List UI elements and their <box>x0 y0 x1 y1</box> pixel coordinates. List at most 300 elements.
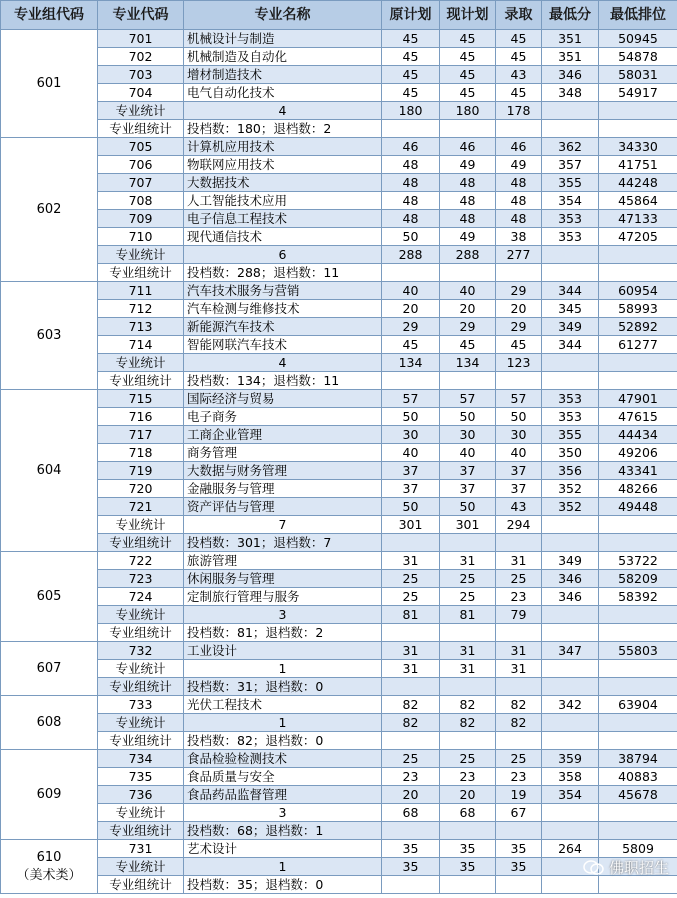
group-code-cell <box>1 390 98 552</box>
empty-cell <box>440 624 496 642</box>
original-plan: 46 <box>382 138 440 156</box>
current-plan: 45 <box>440 84 496 102</box>
group-code: 608 <box>36 714 62 730</box>
original-plan: 25 <box>382 588 440 606</box>
major-code: 733 <box>98 696 184 714</box>
table-row <box>1 480 677 498</box>
min-score: 352 <box>542 480 599 498</box>
empty-cell <box>599 120 677 138</box>
admitted: 50 <box>496 408 542 426</box>
empty-cell <box>440 822 496 840</box>
current-plan-total: 301 <box>440 516 496 534</box>
empty-cell <box>440 372 496 390</box>
original-plan: 45 <box>382 48 440 66</box>
empty-cell <box>382 876 440 894</box>
major-code: 710 <box>98 228 184 246</box>
major-stat-label: 专业统计 <box>98 606 184 624</box>
group-code-cell <box>1 750 98 840</box>
min-rank: 47133 <box>599 210 677 228</box>
group-code-cell <box>1 282 98 390</box>
original-plan: 37 <box>382 462 440 480</box>
min-rank: 47615 <box>599 408 677 426</box>
table-row <box>1 768 677 786</box>
original-plan-total: 81 <box>382 606 440 624</box>
min-rank: 40883 <box>599 768 677 786</box>
original-plan-total: 31 <box>382 660 440 678</box>
admitted: 48 <box>496 174 542 192</box>
admitted: 19 <box>496 786 542 804</box>
watermark-text: 佛职招生 <box>608 859 669 877</box>
admitted: 45 <box>496 336 542 354</box>
major-stat-row <box>1 102 677 120</box>
min-rank: 41751 <box>599 156 677 174</box>
min-score: 355 <box>542 174 599 192</box>
empty-cell <box>599 264 677 282</box>
min-score: 353 <box>542 210 599 228</box>
min-score: 348 <box>542 84 599 102</box>
group-stat-summary: 投档数：288；退档数：11 <box>184 264 382 282</box>
min-score: 354 <box>542 786 599 804</box>
admitted-total: 67 <box>496 804 542 822</box>
current-plan: 48 <box>440 210 496 228</box>
current-plan-total: 288 <box>440 246 496 264</box>
table-row <box>1 282 677 300</box>
original-plan: 25 <box>382 570 440 588</box>
original-plan: 31 <box>382 642 440 660</box>
min-score: 344 <box>542 282 599 300</box>
empty-cell <box>599 876 677 894</box>
empty-cell <box>496 120 542 138</box>
major-name: 工业设计 <box>184 642 382 660</box>
min-score: 357 <box>542 156 599 174</box>
group-code-cell <box>1 840 98 894</box>
original-plan-total: 35 <box>382 858 440 876</box>
major-name: 汽车技术服务与营销 <box>184 282 382 300</box>
original-plan-total: 288 <box>382 246 440 264</box>
major-code: 707 <box>98 174 184 192</box>
table-row <box>1 336 677 354</box>
group-stat-row <box>1 876 677 894</box>
empty-cell <box>599 678 677 696</box>
current-plan: 40 <box>440 282 496 300</box>
major-name: 物联网应用技术 <box>184 156 382 174</box>
current-plan: 20 <box>440 300 496 318</box>
min-score: 346 <box>542 588 599 606</box>
major-code: 702 <box>98 48 184 66</box>
original-plan: 57 <box>382 390 440 408</box>
major-stat-row <box>1 246 677 264</box>
original-plan: 20 <box>382 300 440 318</box>
current-plan: 37 <box>440 480 496 498</box>
empty-cell <box>542 120 599 138</box>
major-code: 703 <box>98 66 184 84</box>
major-name: 定制旅行管理与服务 <box>184 588 382 606</box>
major-stat-row <box>1 606 677 624</box>
original-plan: 48 <box>382 174 440 192</box>
min-score: 352 <box>542 498 599 516</box>
current-plan: 46 <box>440 138 496 156</box>
table-row <box>1 210 677 228</box>
original-plan: 50 <box>382 228 440 246</box>
major-name: 增材制造技术 <box>184 66 382 84</box>
min-rank: 45678 <box>599 786 677 804</box>
min-score: 353 <box>542 228 599 246</box>
original-plan: 40 <box>382 444 440 462</box>
empty-cell <box>542 102 599 120</box>
group-code: 605 <box>36 588 62 604</box>
major-stat-row <box>1 858 677 876</box>
group-code-cell <box>1 552 98 642</box>
admitted-total: 123 <box>496 354 542 372</box>
table-row <box>1 84 677 102</box>
original-plan: 50 <box>382 498 440 516</box>
original-plan: 25 <box>382 750 440 768</box>
min-rank: 63904 <box>599 696 677 714</box>
original-plan: 82 <box>382 696 440 714</box>
column-header: 专业名称 <box>184 1 382 30</box>
column-header: 原计划 <box>382 1 440 30</box>
empty-cell <box>496 624 542 642</box>
current-plan-total: 35 <box>440 858 496 876</box>
min-score: 353 <box>542 408 599 426</box>
original-plan: 48 <box>382 156 440 174</box>
major-count: 1 <box>184 714 382 732</box>
table-row <box>1 642 677 660</box>
major-code: 720 <box>98 480 184 498</box>
min-rank: 52892 <box>599 318 677 336</box>
admitted: 37 <box>496 462 542 480</box>
major-code: 715 <box>98 390 184 408</box>
table-row <box>1 228 677 246</box>
major-code: 714 <box>98 336 184 354</box>
empty-cell <box>496 732 542 750</box>
group-code: 604 <box>36 462 62 478</box>
admitted-total: 178 <box>496 102 542 120</box>
major-name: 现代通信技术 <box>184 228 382 246</box>
major-name: 电子商务 <box>184 408 382 426</box>
original-plan-total: 68 <box>382 804 440 822</box>
current-plan: 48 <box>440 192 496 210</box>
min-rank: 58209 <box>599 570 677 588</box>
group-stat-summary: 投档数：301；退档数：7 <box>184 534 382 552</box>
min-score: 347 <box>542 642 599 660</box>
major-code: 736 <box>98 786 184 804</box>
min-rank: 44434 <box>599 426 677 444</box>
table-row <box>1 174 677 192</box>
major-name: 机械设计与制造 <box>184 30 382 48</box>
group-stat-row <box>1 624 677 642</box>
min-score: 349 <box>542 552 599 570</box>
major-code: 721 <box>98 498 184 516</box>
major-name: 电气自动化技术 <box>184 84 382 102</box>
min-rank: 54878 <box>599 48 677 66</box>
min-rank: 60954 <box>599 282 677 300</box>
empty-cell <box>382 534 440 552</box>
current-plan: 57 <box>440 390 496 408</box>
min-rank: 45864 <box>599 192 677 210</box>
admitted: 23 <box>496 588 542 606</box>
min-score: 350 <box>542 444 599 462</box>
major-stat-label: 专业统计 <box>98 660 184 678</box>
group-code: 607 <box>36 660 62 676</box>
original-plan: 31 <box>382 552 440 570</box>
admitted: 29 <box>496 282 542 300</box>
admitted: 37 <box>496 480 542 498</box>
current-plan: 30 <box>440 426 496 444</box>
empty-cell <box>496 534 542 552</box>
current-plan: 40 <box>440 444 496 462</box>
original-plan-total: 180 <box>382 102 440 120</box>
column-header: 专业组代码 <box>1 1 98 30</box>
group-stat-label: 专业组统计 <box>98 120 184 138</box>
major-name: 食品药品监督管理 <box>184 786 382 804</box>
current-plan-total: 134 <box>440 354 496 372</box>
group-stat-summary: 投档数：68；退档数：1 <box>184 822 382 840</box>
major-name: 艺术设计 <box>184 840 382 858</box>
min-rank: 50945 <box>599 30 677 48</box>
empty-cell <box>382 624 440 642</box>
min-rank: 5809 <box>599 840 677 858</box>
empty-cell <box>542 660 599 678</box>
admitted-total: 294 <box>496 516 542 534</box>
header-row <box>1 1 677 30</box>
major-stat-row <box>1 354 677 372</box>
current-plan: 25 <box>440 588 496 606</box>
group-stat-label: 专业组统计 <box>98 822 184 840</box>
min-score: 356 <box>542 462 599 480</box>
admitted: 57 <box>496 390 542 408</box>
empty-cell <box>382 678 440 696</box>
major-stat-row <box>1 714 677 732</box>
empty-cell <box>599 714 677 732</box>
table-row <box>1 390 677 408</box>
table-row <box>1 588 677 606</box>
original-plan: 37 <box>382 480 440 498</box>
current-plan: 23 <box>440 768 496 786</box>
major-code: 735 <box>98 768 184 786</box>
major-code: 722 <box>98 552 184 570</box>
major-name: 计算机应用技术 <box>184 138 382 156</box>
original-plan: 48 <box>382 210 440 228</box>
group-code-cell <box>1 138 98 282</box>
group-stat-label: 专业组统计 <box>98 372 184 390</box>
empty-cell <box>382 120 440 138</box>
group-stat-summary: 投档数：35；退档数：0 <box>184 876 382 894</box>
major-name: 食品检验检测技术 <box>184 750 382 768</box>
group-stat-label: 专业组统计 <box>98 534 184 552</box>
table-row <box>1 498 677 516</box>
empty-cell <box>542 714 599 732</box>
current-plan: 50 <box>440 408 496 426</box>
empty-cell <box>440 678 496 696</box>
major-name: 休闲服务与管理 <box>184 570 382 588</box>
min-rank: 55803 <box>599 642 677 660</box>
empty-cell <box>496 372 542 390</box>
current-plan: 25 <box>440 750 496 768</box>
major-count: 1 <box>184 858 382 876</box>
group-stat-row <box>1 264 677 282</box>
major-name: 商务管理 <box>184 444 382 462</box>
empty-cell <box>599 246 677 264</box>
min-rank: 58392 <box>599 588 677 606</box>
current-plan: 45 <box>440 66 496 84</box>
empty-cell <box>542 606 599 624</box>
major-code: 713 <box>98 318 184 336</box>
original-plan: 20 <box>382 786 440 804</box>
min-score: 362 <box>542 138 599 156</box>
original-plan: 45 <box>382 66 440 84</box>
table-row <box>1 696 677 714</box>
empty-cell <box>542 246 599 264</box>
empty-cell <box>599 732 677 750</box>
group-stat-label: 专业组统计 <box>98 678 184 696</box>
empty-cell <box>599 804 677 822</box>
empty-cell <box>496 678 542 696</box>
empty-cell <box>542 624 599 642</box>
group-code-cell <box>1 30 98 138</box>
min-score: 344 <box>542 336 599 354</box>
empty-cell <box>542 516 599 534</box>
major-code: 701 <box>98 30 184 48</box>
empty-cell <box>382 732 440 750</box>
major-name: 大数据技术 <box>184 174 382 192</box>
major-stat-label: 专业统计 <box>98 804 184 822</box>
group-stat-row <box>1 534 677 552</box>
major-code: 706 <box>98 156 184 174</box>
major-code: 731 <box>98 840 184 858</box>
admitted: 43 <box>496 66 542 84</box>
admitted: 45 <box>496 30 542 48</box>
major-name: 光伏工程技术 <box>184 696 382 714</box>
group-stat-summary: 投档数：134；退档数：11 <box>184 372 382 390</box>
table-row <box>1 48 677 66</box>
empty-cell <box>440 264 496 282</box>
min-score: 351 <box>542 30 599 48</box>
admitted: 35 <box>496 840 542 858</box>
admitted: 82 <box>496 696 542 714</box>
empty-cell <box>599 102 677 120</box>
empty-cell <box>440 732 496 750</box>
empty-cell <box>599 606 677 624</box>
original-plan: 45 <box>382 84 440 102</box>
min-score: 346 <box>542 66 599 84</box>
major-name: 智能网联汽车技术 <box>184 336 382 354</box>
original-plan-total: 82 <box>382 714 440 732</box>
original-plan: 50 <box>382 408 440 426</box>
current-plan: 49 <box>440 228 496 246</box>
admitted: 45 <box>496 84 542 102</box>
admitted: 40 <box>496 444 542 462</box>
empty-cell <box>382 372 440 390</box>
table-row <box>1 552 677 570</box>
current-plan: 20 <box>440 786 496 804</box>
major-name: 国际经济与贸易 <box>184 390 382 408</box>
empty-cell <box>599 372 677 390</box>
major-stat-row <box>1 516 677 534</box>
current-plan: 29 <box>440 318 496 336</box>
table-row <box>1 570 677 588</box>
current-plan: 45 <box>440 48 496 66</box>
group-code: 603 <box>36 327 62 343</box>
empty-cell <box>599 660 677 678</box>
empty-cell <box>599 534 677 552</box>
current-plan: 31 <box>440 552 496 570</box>
original-plan: 45 <box>382 30 440 48</box>
min-score: 353 <box>542 390 599 408</box>
table-row <box>1 138 677 156</box>
wechat-icon <box>583 860 605 876</box>
major-code: 734 <box>98 750 184 768</box>
current-plan: 82 <box>440 696 496 714</box>
major-stat-row <box>1 660 677 678</box>
empty-cell <box>496 876 542 894</box>
major-code: 717 <box>98 426 184 444</box>
major-name: 旅游管理 <box>184 552 382 570</box>
admitted: 20 <box>496 300 542 318</box>
empty-cell <box>542 678 599 696</box>
min-score: 264 <box>542 840 599 858</box>
major-stat-label: 专业统计 <box>98 858 184 876</box>
group-stat-label: 专业组统计 <box>98 732 184 750</box>
empty-cell <box>599 516 677 534</box>
table-body <box>1 30 677 894</box>
watermark <box>583 857 669 878</box>
table-row <box>1 786 677 804</box>
empty-cell <box>542 534 599 552</box>
admitted-total: 35 <box>496 858 542 876</box>
major-stat-label: 专业统计 <box>98 714 184 732</box>
group-stat-row <box>1 120 677 138</box>
major-name: 汽车检测与维修技术 <box>184 300 382 318</box>
min-score: 349 <box>542 318 599 336</box>
major-name: 资产评估与管理 <box>184 498 382 516</box>
admitted-total: 31 <box>496 660 542 678</box>
column-header: 现计划 <box>440 1 496 30</box>
min-rank: 47205 <box>599 228 677 246</box>
major-code: 712 <box>98 300 184 318</box>
major-stat-row <box>1 804 677 822</box>
group-code-cell <box>1 696 98 750</box>
current-plan-total: 180 <box>440 102 496 120</box>
major-name: 大数据与财务管理 <box>184 462 382 480</box>
group-stat-row <box>1 822 677 840</box>
table-row <box>1 30 677 48</box>
admitted: 43 <box>496 498 542 516</box>
current-plan: 37 <box>440 462 496 480</box>
major-name: 新能源汽车技术 <box>184 318 382 336</box>
min-score: 351 <box>542 48 599 66</box>
major-code: 709 <box>98 210 184 228</box>
admitted-total: 79 <box>496 606 542 624</box>
min-score: 359 <box>542 750 599 768</box>
table-row <box>1 156 677 174</box>
group-stat-row <box>1 678 677 696</box>
admitted: 30 <box>496 426 542 444</box>
major-count: 7 <box>184 516 382 534</box>
group-stat-summary: 投档数：81；退档数：2 <box>184 624 382 642</box>
major-name: 机械制造及自动化 <box>184 48 382 66</box>
major-stat-label: 专业统计 <box>98 354 184 372</box>
empty-cell <box>440 120 496 138</box>
group-code-cell <box>1 642 98 696</box>
current-plan-total: 82 <box>440 714 496 732</box>
major-count: 1 <box>184 660 382 678</box>
min-rank: 47901 <box>599 390 677 408</box>
admitted: 49 <box>496 156 542 174</box>
group-code: 610 <box>36 849 62 865</box>
major-stat-label: 专业统计 <box>98 102 184 120</box>
current-plan: 45 <box>440 30 496 48</box>
